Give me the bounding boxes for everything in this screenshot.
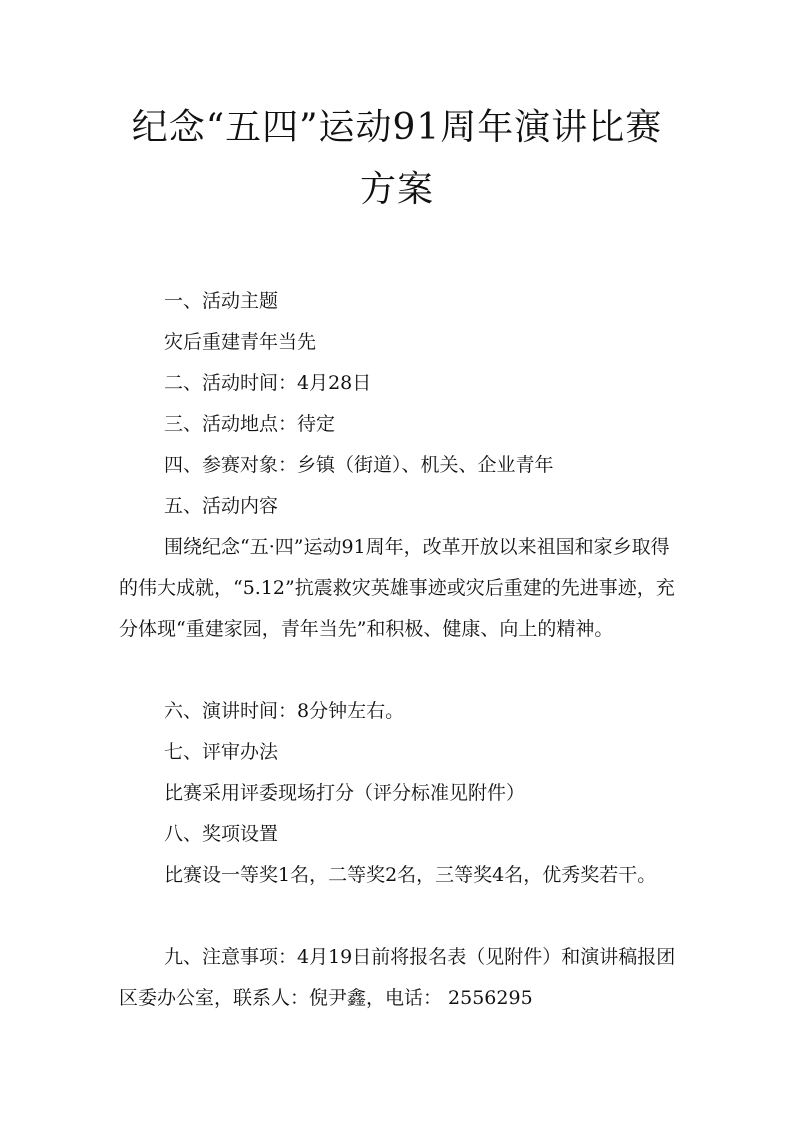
awards-text: 比赛设一等奖1名，二等奖2名，三等奖4名，优秀奖若干。 bbox=[164, 864, 657, 886]
document-title-line-2: 方案 bbox=[359, 169, 434, 210]
content-paragraph: 围绕纪念“五·四”运动91周年，改革开放以来祖国和家乡取得的伟大成就，“5.12”抗震救灾英雄事迹或灾后重建的先进事迹，充分体现“重建家园，青年当先”和积极、健康、向上的精神。 bbox=[119, 536, 675, 640]
section-heading-judging: 七、评审办法 bbox=[164, 741, 279, 763]
section-activity-location: 三、活动地点：待定 bbox=[164, 413, 336, 435]
section-speech-duration: 六、演讲时间：8分钟左右。 bbox=[164, 700, 405, 722]
section-heading-content: 五、活动内容 bbox=[164, 495, 279, 517]
section-heading-awards: 八、奖项设置 bbox=[164, 823, 279, 845]
section-participants: 四、参赛对象：乡镇（街道）、机关、企业青年 bbox=[164, 454, 554, 476]
document-title-line-1: 纪念“五四”运动91周年演讲比赛 bbox=[131, 107, 663, 148]
section-heading-theme: 一、活动主题 bbox=[164, 290, 279, 312]
theme-text: 灾后重建青年当先 bbox=[164, 331, 317, 353]
section-notes: 九、注意事项：4月19日前将报名表（见附件）和演讲稿报团区委办公室，联系人：倪尹鑫，电话： 2556295 bbox=[119, 946, 676, 1009]
judging-text: 比赛采用评委现场打分（评分标准见附件） bbox=[164, 782, 526, 804]
section-activity-time: 二、活动时间：4月28日 bbox=[164, 372, 372, 394]
